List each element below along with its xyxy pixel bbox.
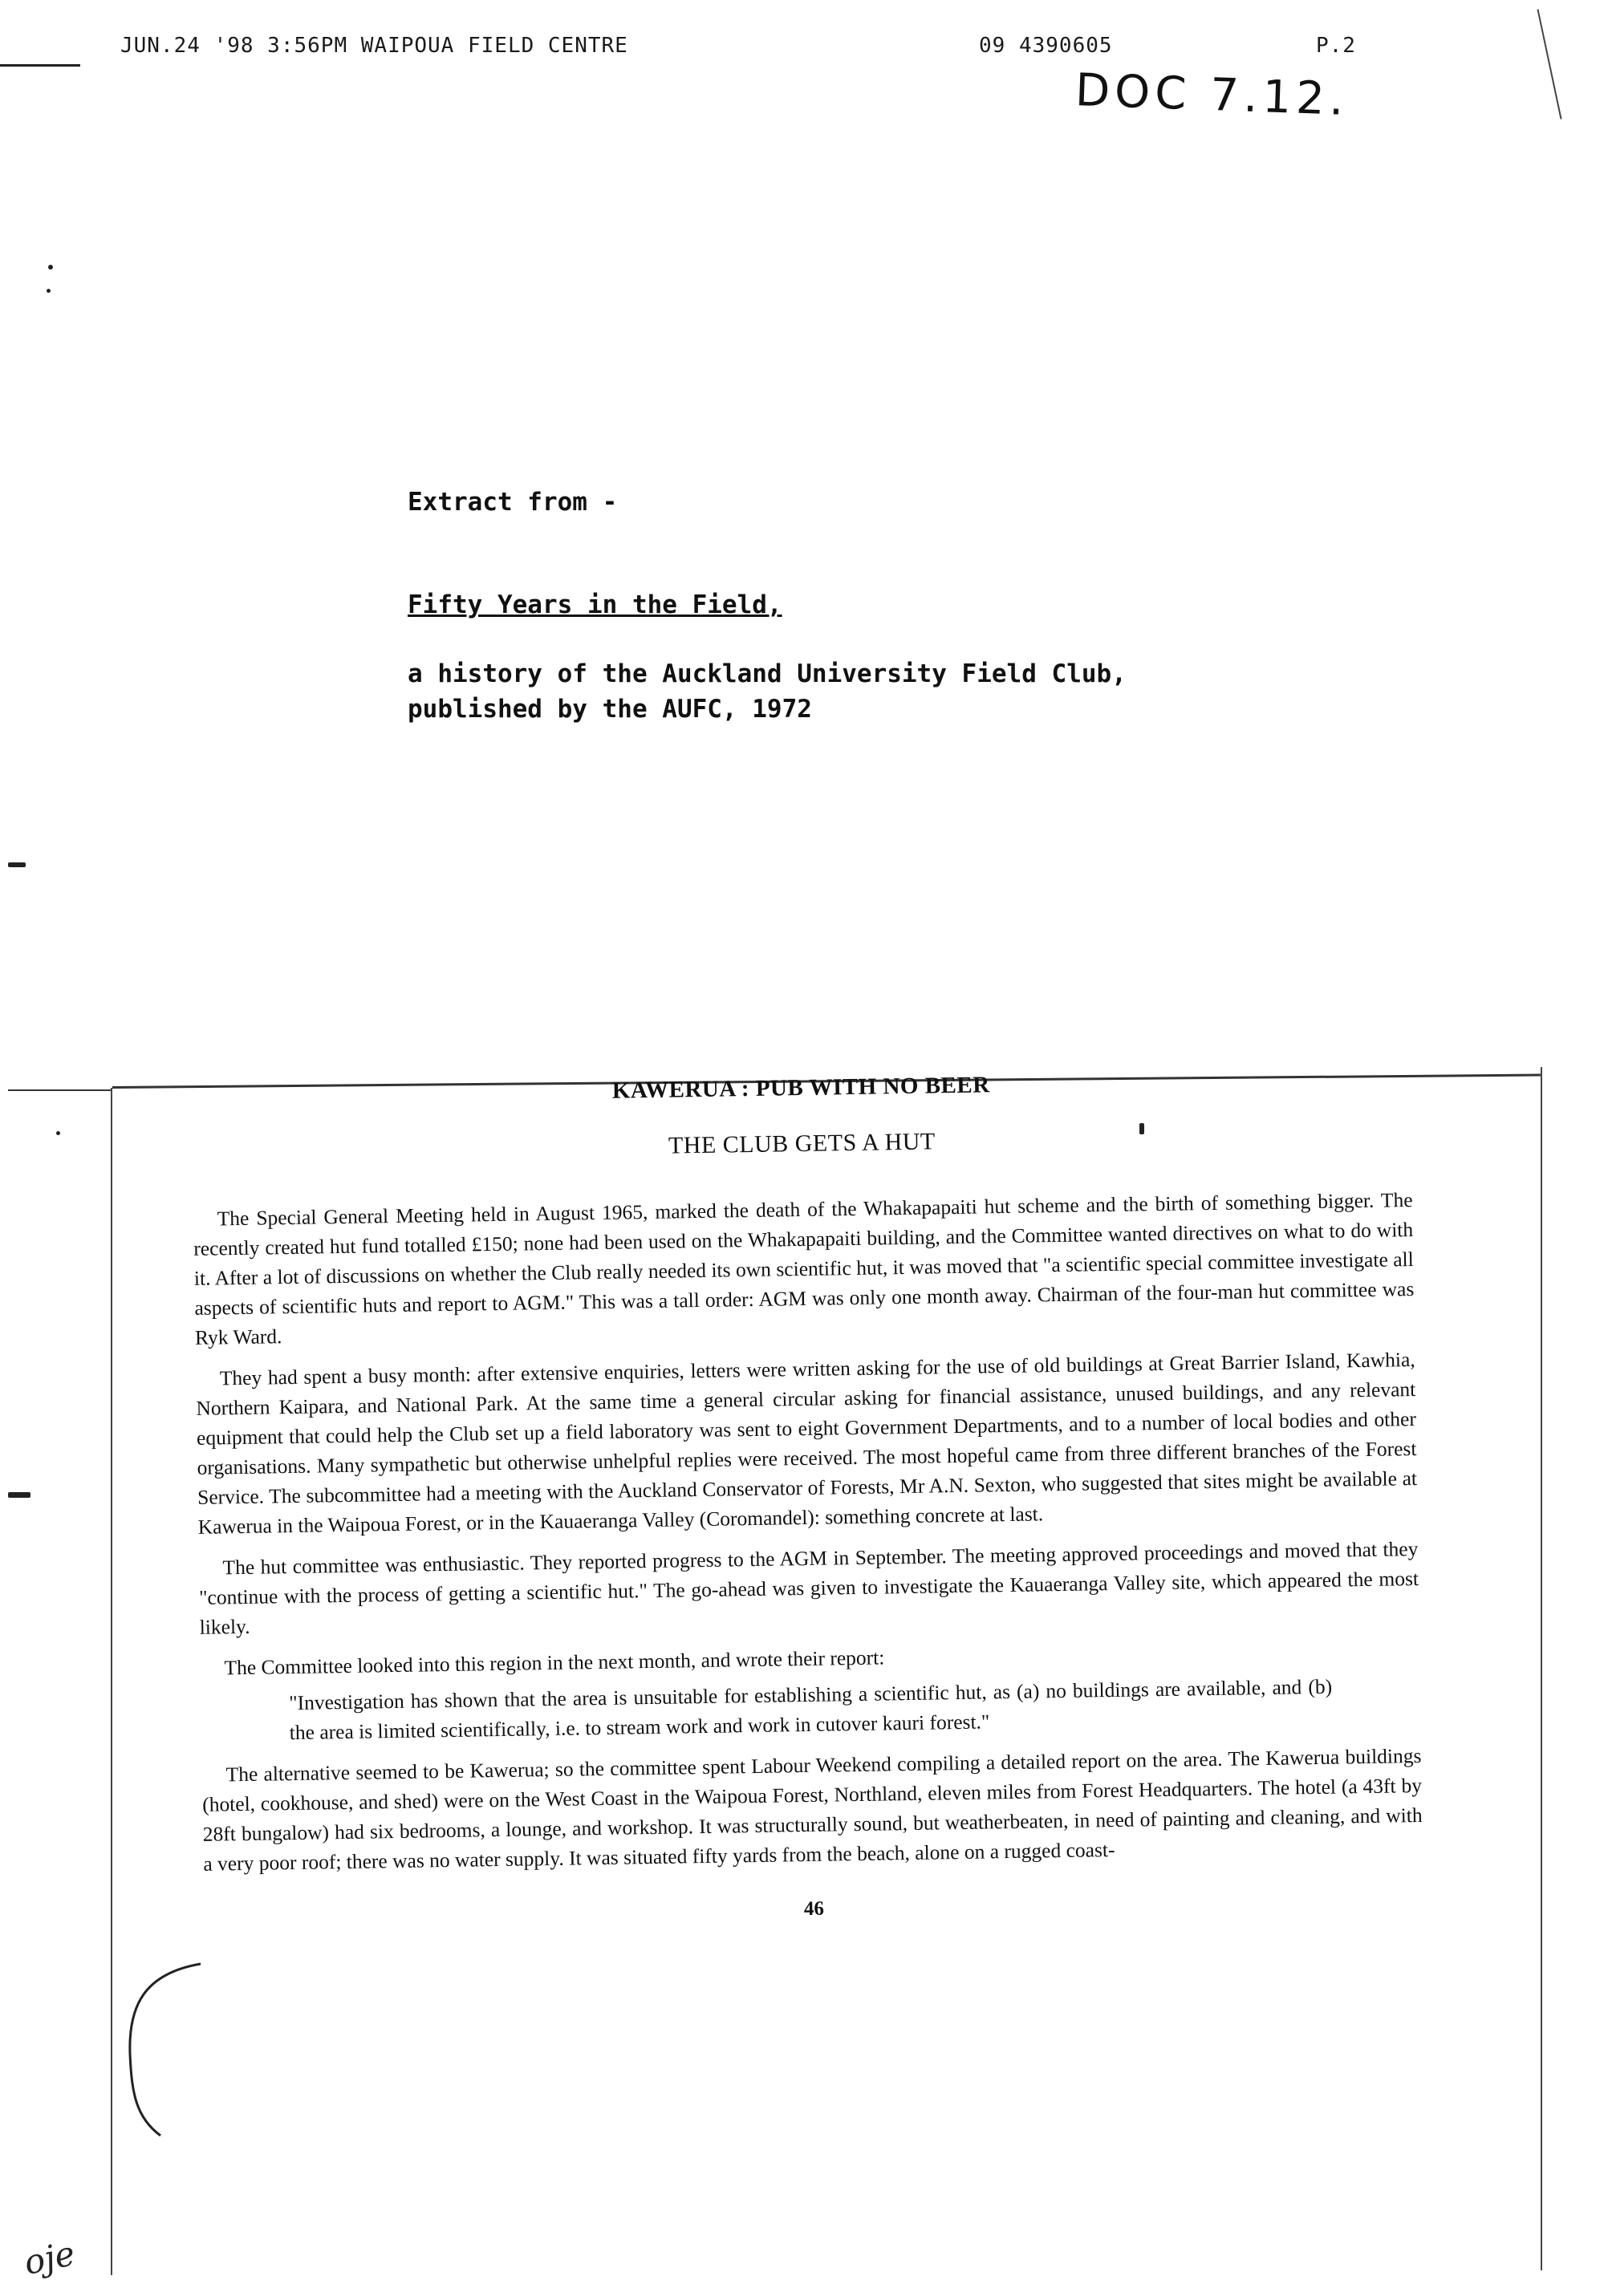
extract-intro: Extract from - <box>408 488 618 517</box>
fax-phone-number: 09 4390605 <box>979 34 1113 58</box>
report-quote: "Investigation has shown that the area is unsuitable for establishing a scientific hut, as (a) no buildings are available, and (b) the area is limited scientifically, i.e. to stream work and work in cutover kauri forest." <box>288 1674 1333 1745</box>
book-subtitle-line-1: a history of the Auckland University Field Club, <box>408 659 1127 688</box>
paragraph-2: They had spent a busy month: after extensive enquiries, letters were written asking for the use of old buildings at Great Barrier Island, Kawhia, Northern Kaipara, and National Park. At the same time a general circular asking for financial assistance, unused buildings, and any relevant equipment that could help the Club set up a field laboratory was sent to eight Government Departments, and to a number of local bodies and other organisations. Many sympathetic but otherwise unhelpful replies were received. The most hopeful came from three different branches of the Forest Service. The subcommittee had a meeting with the Auckland Conservator of Forests, Mr A.N. Sexton, who suggested that sites might be available at Kawerua in the Waipoua Forest, or in the Kauaeranga Valley (Coromandel): something concrete at last. <box>196 1348 1418 1539</box>
handwritten-bracket-icon <box>112 1957 209 2142</box>
paragraph-3: The hut committee was enthusiastic. They reported progress to the AGM in September. The meeting approved proceedings and moved that they "continue with the process of getting a scientific hut." The go-ahead was given to investigate the Kauaeranga Valley site, which appeared the most likely. <box>198 1536 1419 1639</box>
book-page <box>191 1065 1423 1930</box>
scan-speck <box>47 289 51 293</box>
handwritten-initials: oje <box>20 2233 79 2283</box>
book-subtitle-line-2: published by the AUFC, 1972 <box>408 695 812 724</box>
book-title: Fifty Years in the Field, <box>408 590 782 619</box>
chapter-subheading: THE CLUB GETS A HUT <box>668 1128 936 1159</box>
scan-speck <box>1139 1123 1144 1134</box>
paragraph-1: The Special General Meeting held in August 1965, marked the death of the Whakapapaiti hut scheme and the birth of something bigger. The recently created hut fund totalled £150; none had been used on the Whakapapaiti building, and the Committee wanted directives on what to do with it. After a lot of discussions on whether the Club really needed its own scientific hut, it was moved that "a scientific special committee investigate all aspects of scientific huts and report to AGM." This was a tall order: AGM was only one month away. Chairman of the four-man hut committee was Ryk Ward. <box>193 1188 1415 1349</box>
page-border-right <box>1541 1067 1542 2270</box>
book-page-number: 46 <box>803 1897 825 1921</box>
page-edge-mark <box>1537 9 1561 119</box>
paragraph-5: The alternative seemed to be Kawerua; so the committee spent Labour Weekend compiling a detailed report on the area. The Kawerua buildings (hotel, cookhouse, and shed) were on the West Coast in the Waipoua Forest, Northland, eleven miles from Forest Headquarters. The hotel (a 43ft by 28ft bungalow) had six bedrooms, a lounge, and workshop. It was structurally sound, but weatherbeaten, in need of painting and cleaning, and with a very poor roof; there was no water supply. It was situated fifty yards from the beach, alone on a rugged coast- <box>201 1743 1423 1876</box>
page-border-left-top <box>8 1089 112 1091</box>
chapter-heading: KAWERUA : PUB WITH NO BEER <box>611 1072 990 1104</box>
scan-speck <box>48 265 53 270</box>
paragraph-4: The Committee looked into this region in the next month, and wrote their report: <box>224 1645 885 1680</box>
fax-date-time: JUN.24 '98 3:56PM WAIPOUA FIELD CENTRE <box>120 34 628 58</box>
scan-speck <box>8 862 26 867</box>
fax-edge-mark <box>0 64 80 67</box>
fax-page-number: P.2 <box>1316 34 1356 58</box>
scan-speck <box>8 1492 30 1498</box>
scan-speck <box>56 1131 60 1135</box>
document-reference: DOC 7.12. <box>1074 64 1350 126</box>
